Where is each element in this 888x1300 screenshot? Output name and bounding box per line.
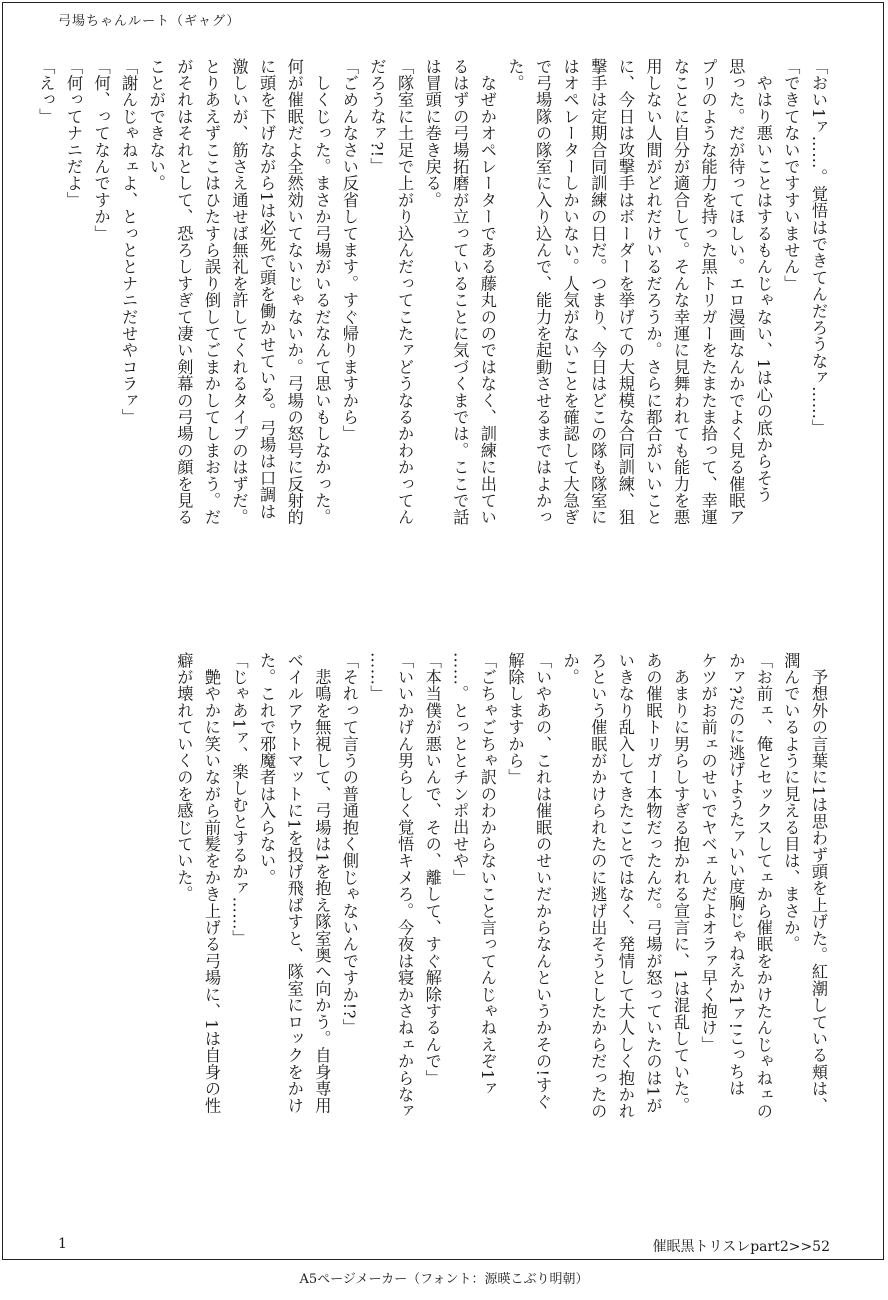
text-line: か。 <box>560 652 580 686</box>
text-line: で弓場隊の隊室に入り込んで、能力を起動させるまではよかっ <box>533 58 553 526</box>
text-line: 癖が壊れていくのを感じていた。 <box>174 652 194 903</box>
text-line: 用しない人間がどれだけいるだろうか。さらに都合がいいこと <box>643 58 663 526</box>
text-line: しくじった。まさか弓場がいるだなんて思いもしなかった。 <box>312 58 332 526</box>
text-line: 撃手は定期合同訓練の日だ。つまり、今日はどこの隊も隊室に <box>588 58 608 526</box>
text-line: 「何、ってなんですか」 <box>91 58 111 242</box>
text-line: 「いやあの、これは催眠のせいだからなんというかその!すぐ <box>533 652 553 1110</box>
text-line: 「それって言うの普通抱く側じゃないんですか!?」 <box>339 652 359 1036</box>
text-line: なことに自分が適合して。そんな幸運に見舞われても能力を悪 <box>671 58 691 526</box>
text-line: に頭を下げながら1は必死で頭を働かせている。弓場は口調は <box>257 58 277 520</box>
text-line: ろという催眠がかけられたのに逃げ出そうとしたからだったの <box>588 652 608 1120</box>
text-line: プリのような能力を持った黒トリガーをたまたま拾って、幸運 <box>698 58 718 526</box>
text-line: ……。とっととチンポ出せや」 <box>450 652 470 886</box>
text-line: 「お前ェ、俺とセックスしてェから催眠をかけたんじゃねェの <box>753 652 773 1120</box>
lower-text-block <box>170 652 832 1212</box>
text-line: 思った。だが待ってほしい。エロ漫画なんかでよく見る催眠ア <box>726 58 746 526</box>
page-number: 1 <box>58 1236 67 1252</box>
text-line: に、今日は攻撃手はボーダーを挙げての大規模な合同訓練、狙 <box>615 58 635 526</box>
text-line: 潤んでいるように見える目は、まさか。 <box>781 652 801 953</box>
text-line: いきなり乱入してきたことではなく、発情して大人しく抱かれ <box>615 652 635 1120</box>
text-line: は冒頭に巻き戻る。 <box>422 58 442 209</box>
text-line: 「ごちゃごちゃ訳のわからないこと言ってんじゃねえぞ1ァ <box>477 652 497 1097</box>
text-line: るはずの弓場拓磨が立っていることに気づくまでは。ここで話 <box>450 58 470 526</box>
text-line: 激しいが、筋さえ通せば無礼を許してくれるタイプのはずだ。 <box>229 58 249 526</box>
maker-caption: A5ページメーカー（フォント：源暎こぶり明朝） <box>299 1272 589 1287</box>
text-line: 「いいかげん男らしく覚悟キメろ。今夜は寝かさねェからなァ <box>395 652 415 1120</box>
text-line: 「ごめんなさい反省してます。すぐ帰りますから」 <box>339 58 359 443</box>
text-line: 「何ってナニだよ」 <box>63 58 83 209</box>
text-line: やはり悪いことはするもんじゃない、1は心の底からそう <box>753 58 773 503</box>
text-line: なぜかオペレーターである藤丸ののではなく、訓練に出てい <box>477 58 497 526</box>
upper-text-block <box>32 58 832 618</box>
text-line: ……」 <box>367 652 387 703</box>
text-line: 悲鳴を無視して、弓場は1を抱え隊室奥へ向かう。自身専用 <box>312 652 332 1114</box>
text-line: 「おい1ァ……。覚悟はできてんだろうなァ……」 <box>809 58 828 437</box>
text-line: 「本当僕が悪いんで、その、離して、すぐ解除するんで」 <box>422 652 442 1087</box>
text-line: ベイルアウトマットに1を投げ飛ばすと、隊室にロックをかけ <box>284 652 304 1114</box>
text-line: た。これで邪魔者は入らない。 <box>257 652 277 886</box>
text-line: かァ?だのに逃げようたァいい度胸じゃねえか1ァ!こっちは <box>726 652 746 1097</box>
page-header-title: 弓場ちゃんルート（ギャグ） <box>58 14 241 29</box>
text-line: がそれはそれとして、恐ろしすぎて凄い剣幕の弓場の顔を見る <box>174 58 194 526</box>
text-line: 「じゃあ1ァ、楽しむとするかァ……」 <box>229 652 249 947</box>
text-line: ケツがお前ェのせいでヤベェんだよオラァ早く抱け」 <box>698 652 718 1053</box>
text-line: 解除しますから」 <box>505 652 525 786</box>
text-line: 「できてないですすいません」 <box>781 58 801 292</box>
text-line: 「隊室に土足で上がり込んだってこたァどうなるかわかってん <box>395 58 415 526</box>
text-line: あの催眠トリガー本物だったんだ。弓場が怒っていたのは1が <box>643 652 663 1114</box>
text-line: あまりに男らしすぎる抱かれる宣言に、1は混乱していた。 <box>671 652 691 1114</box>
text-line: 艶やかに笑いながら前髪をかき上げる弓場に、1は自身の性 <box>201 652 221 1114</box>
text-line: た。 <box>505 58 525 92</box>
text-line: 予想外の言葉に1は思わず頭を上げた。紅潮している頬は、 <box>809 652 828 1114</box>
source-reference: 催眠黒トリスレpart2>>52 <box>652 1239 830 1255</box>
text-line: ことができない。 <box>146 58 166 192</box>
text-line: はオペレーターしかいない。人気がないことを確認して大急ぎ <box>560 58 580 526</box>
text-line: 「謝んじゃねェよ、とっととナニだせやコラァ」 <box>119 58 139 426</box>
text-line: とりあえずここはひたすら誤り倒してごまかしてしまおう。だ <box>201 58 221 526</box>
text-line: 「えっ」 <box>36 58 56 125</box>
text-line: 何が催眠だよ全然効いてないじゃないか。弓場の怒号に反射的 <box>284 58 304 526</box>
text-line: だろうなァ?!」 <box>367 58 387 175</box>
